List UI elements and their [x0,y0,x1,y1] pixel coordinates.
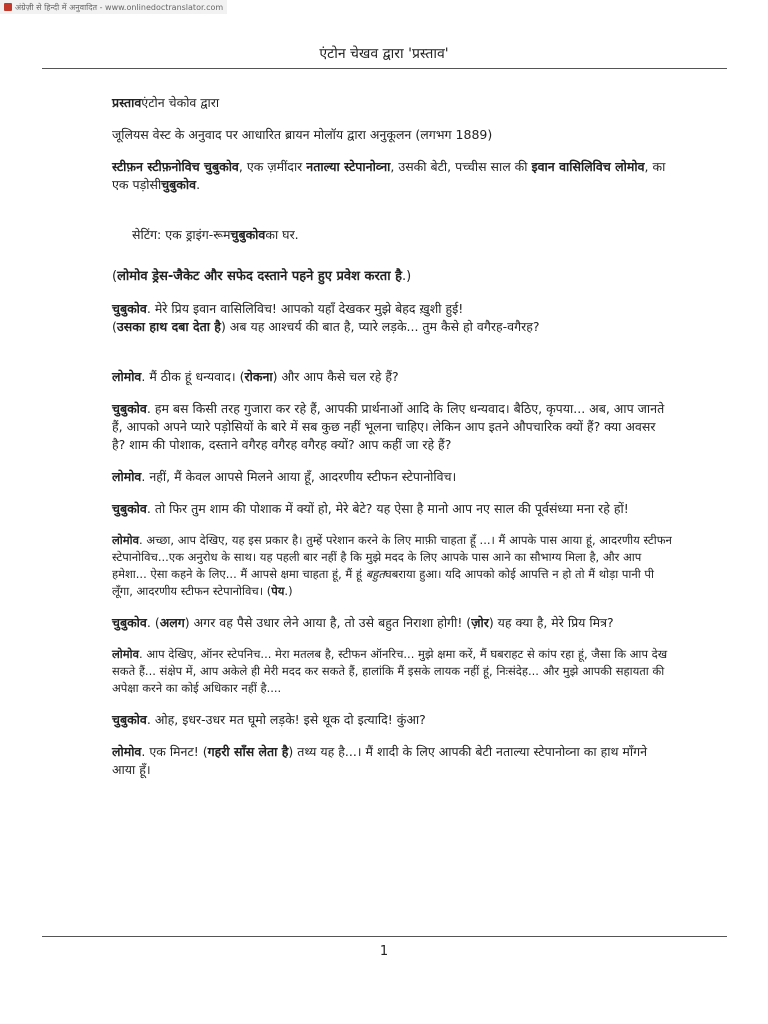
dialogue-lomov-5: लोमोव. एक मिनट! (गहरी साँस लेता है) तथ्य यह है...। मैं शादी के लिए आपकी बेटी नताल्या स्टेपानोव्ना का हाथ माँगने आया हूँ। [112,744,648,777]
title-line: प्रस्तावएंटोन चेकोव द्वारा [112,95,220,110]
setting-line: सेटिंग: एक ड्राइंग-रूमचुबुकोवका घर. [132,227,299,242]
watermark-text: अंग्रेज़ी से हिन्दी में अनुवादित - www.onlinedoctranslator.com [15,2,224,12]
header-divider [42,68,727,69]
page-header-title: एंटोन चेखव द्वारा 'प्रस्ताव' [319,46,449,62]
dialogue-chubukov-3: चुबुकोव. तो फिर तुम शाम की पोशाक में क्यों हो, मेरे बेटे? यह ऐसा है मानो आप नए साल की पूर्वसंध्या मना रहे हों! [112,501,629,516]
dialogue-chubukov-2: चुबुकोव. हम बस किसी तरह गुजारा कर रहे हैं, आपकी प्रार्थनाओं आदि के लिए धन्यवाद। बैठिए, कृपया... अब, आप जानते हैं, आपको अपने प्यारे पड़ोसियों के बारे में सब कुछ नहीं भूलना चाहिए। लेकिन आप इतने औपचारिक क्यों हैं? क्या अवसर है? शाम की पोशाक, दस्ताने वगैरह वगैरह वगैरह क्यों? आप कहीं जा रहे हैं? [112,401,665,452]
adaptation-note: जूलियस वेस्ट के अनुवाद पर आधारित ब्रायन मोलॉय द्वारा अनुकूलन (लगभग 1889) [112,127,493,142]
translator-watermark[interactable] [0,0,227,14]
document-body [112,94,667,244]
stage-direction-entry: (लोमोव ड्रेस-जैकेट और सफेद दस्ताने पहने हुए प्रवेश करता है.) [112,269,412,284]
dialogue-chubukov-5: चुबुकोव. ओह, इधर-उधर मत घूमो लड़के! इसे थूक दो इत्यादि! कुंआ? [112,712,426,727]
dialogue-section [112,268,672,779]
characters-list: स्टीफ़न स्टीफ़नोविच चुबुकोव, एक ज़मींदार नताल्या स्टेपानोव्ना, उसकी बेटी, पच्चीस साल की इवान वासिलिविच लोमोव, का एक पड़ोसीचुबुकोव. [112,159,666,192]
dialogue-lomov-2: लोमोव. नहीं, मैं केवल आपसे मिलने आया हूँ, आदरणीय स्टीफन स्टेपानोविच। [112,469,457,484]
page-number: 1 [379,944,389,959]
dialogue-lomov-4: लोमोव. आप देखिए, ऑनर स्टेपनिच... मेरा मतलब है, स्टीफन ऑनरिच... मुझे क्षमा करें, मैं घबराहट से कांप रहा हूं, जैसा कि आप देख सकते हैं... संक्षेप में, आप अकेले ही मेरी मदद कर सकते हैं, हालांकि मैं इसके लायक नहीं हूं, निःसंदेह... और मुझे आपकी सहायता की अपेक्षा करने का कोई अधिकार नहीं है.... [112,647,668,695]
dialogue-chubukov-4: चुबुकोव. (अलग) अगर वह पैसे उधार लेने आया है, तो उसे बहुत निराशा होगी! (ज़ोर) यह क्या है, मेरे प्रिय मित्र? [112,615,614,630]
dialogue-chubukov-1: चुबुकोव. मेरे प्रिय इवान वासिलिविच! आपको यहाँ देखकर मुझे बेहद ख़ुशी हुई! (उसका हाथ दबा देता है) अब यह आश्चर्य की बात है, प्यारे लड़के... तुम कैसे हो वगैरह-वगैरह? [112,301,540,334]
dialogue-lomov-1: लोमोव. मैं ठीक हूं धन्यवाद। (रोकना) और आप कैसे चल रहे हैं? [112,369,399,384]
translator-logo-icon [4,3,12,11]
footer-divider [42,936,727,937]
dialogue-lomov-3: लोमोव. अच्छा, आप देखिए, यह इस प्रकार है। तुम्हें परेशान करने के लिए माफ़ी चाहता हूँ ...। मैं आपके पास आया हूं, आदरणीय स्टीफन स्टेपानोविच...एक अनुरोध के साथ। यह पहली बार नहीं है कि मुझे मदद के लिए आपके पास आने का सौभाग्य मिला है, और आप हमेशा... ऐसा कहने के लिए... मैं आपसे क्षमा चाहता हूं, मैं हूं बहुतघबराया हुआ। यदि आपको कोई आपत्ति न हो तो मैं थोड़ा पानी पी लूँगा, आदरणीय स्टीफन स्टेपानोविच। (पेय.) [112,533,672,598]
